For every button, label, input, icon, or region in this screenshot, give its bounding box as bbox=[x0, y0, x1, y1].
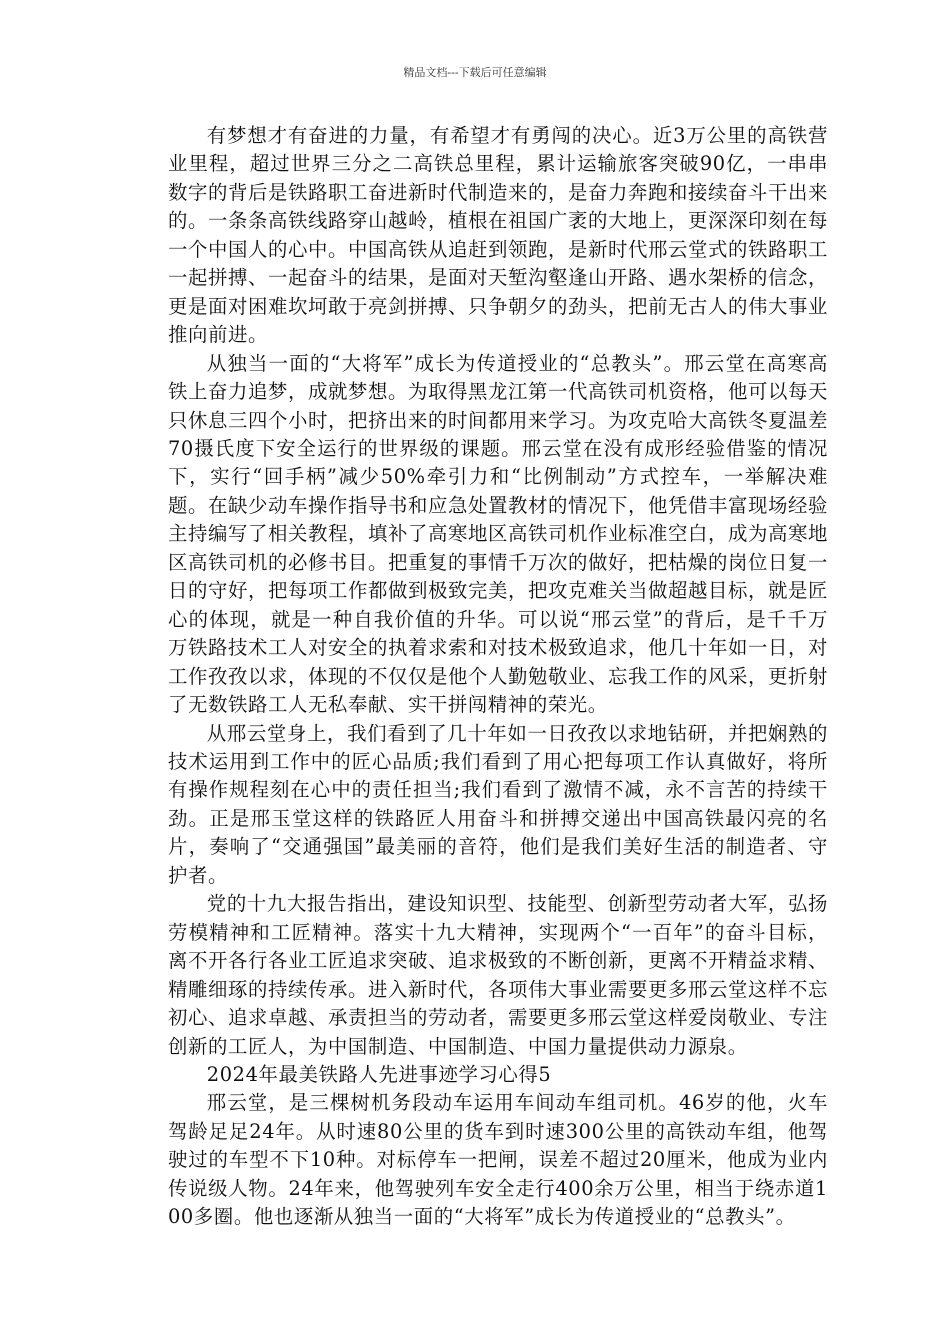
document-body bbox=[168, 122, 828, 1232]
section-heading: 2024年最美铁路人先进事迹学习心得5 bbox=[206, 1062, 552, 1086]
paragraph-2: 从独当一面的“大将军”成长为传道授业的“总教头”。邢云堂在高寒高铁上奋力追梦，成就梦想。为取得黑龙江第一代高铁司机资格，他可以每天只休息三四个小时，把挤出来的时间都用来学习。为攻克哈大高铁冬夏温差70摄氏度下安全运行的世界级的课题。邢云堂在没有成形经验借鉴的情况下，实行“回手柄”减少50%牵引力和“比例制动”方式控车，一举解决难题。在缺少动车操作指导书和应急处置教材的情况下，他凭借丰富现场经验主持编写了相关教程，填补了高寒地区高铁司机作业标准空白，成为高寒地区高铁司机的必修书目。把重复的事情千万次的做好，把枯燥的岗位日复一日的守好，把每项工作都做到极致完美，把攻克难关当做超越目标，就是匠心的体现，就是一种自我价值的升华。可以说“邢云堂”的背后，是千千万万铁路技术工人对安全的执着求索和对技术极致追求，他几十年如一日，对工作孜孜以求，体现的不仅仅是他个人勤勉敬业、忘我工作的风采，更折射了无数铁路工人无私奉献、实干拼闯精神的荣光。 bbox=[168, 351, 828, 717]
paragraph-3: 从邢云堂身上，我们看到了几十年如一日孜孜以求地钻研，并把娴熟的技术运用到工作中的匠心品质;我们看到了用心把每项工作认真做好，将所有操作规程刻在心中的责任担当;我们看到了激情不减，永不言苦的持续干劲。正是邢玉堂这样的铁路匠人用奋斗和拼搏交递出中国高铁最闪亮的名片，奏响了“交通强国”最美丽的音符，他们是我们美好生活的制造者、守护者。 bbox=[168, 721, 828, 887]
paragraph-4: 党的十九大报告指出，建设知识型、技能型、创新型劳动者大军，弘扬劳模精神和工匠精神。落实十九大精神，实现两个“一百年”的奋斗目标，离不开各行各业工匠追求突破、追求极致的不断创新，更离不开精益求精、精雕细琢的持续传承。进入新时代，各项伟大事业需要更多邢云堂这样不忘初心、追求卓越、承责担当的劳动者，需要更多邢云堂这样爱岗敬业、专注创新的工匠人，为中国制造、中国制造、中国力量提供动力源泉。 bbox=[168, 892, 828, 1058]
page-header: 精品文档---下载后可任意编辑 bbox=[403, 66, 547, 79]
paragraph-5: 邢云堂，是三棵树机务段动车运用车间动车组司机。46岁的他，火车驾龄足足24年。从时速80公里的货车到时速300公里的高铁动车组，他驾驶过的车型不下10种。对标停车一把闸，误差不超过20厘米，他成为业内传说级人物。24年来，他驾驶列车安全走行400余万公里，相当于绕赤道100多圈。他也逐渐从独当一面的“大将军”成长为传道授业的“总教头”。 bbox=[168, 1091, 828, 1229]
paragraph-1: 有梦想才有奋进的力量，有希望才有勇闯的决心。近3万公里的高铁营业里程，超过世界三分之二高铁总里程，累计运输旅客突破90亿，一串串数字的背后是铁路职工奋进新时代制造来的，是奋力奔跑和接续奋斗干出来的。一条条高铁线路穿山越岭，植根在祖国广袤的大地上，更深深印刻在每一个中国人的心中。中国高铁从追赶到领跑，是新时代邢云堂式的铁路职工一起拼搏、一起奋斗的结果，是面对天堑沟壑逢山开路、遇水架桥的信念，更是面对困难坎坷敢于亮剑拼搏、只争朝夕的劲头，把前无古人的伟大事业推向前进。 bbox=[168, 124, 828, 347]
